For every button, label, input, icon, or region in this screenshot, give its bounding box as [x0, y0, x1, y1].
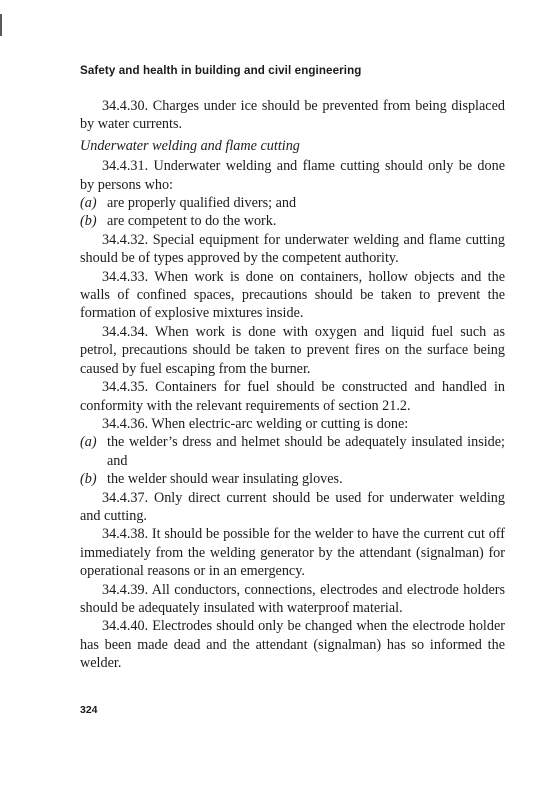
list-item-text: are properly qualified divers; and	[107, 195, 297, 212]
scan-edge-mark	[0, 14, 2, 36]
clause-paragraph: 34.4.30. Charges under ice should be prevented from being displaced by water currents.	[80, 98, 505, 133]
body-text	[80, 97, 505, 673]
clause-paragraph: 34.4.38. It should be possible for the welder to have the current cut off immediately from the welding generator by the attendant (signalman) for operational reasons or in an emergency.	[80, 526, 505, 580]
list-marker: (b)	[80, 213, 97, 230]
page-number: 324	[80, 704, 98, 716]
clause-paragraph: 34.4.36. When electric-arc welding or cutting is done:	[102, 415, 409, 432]
clause-paragraph: 34.4.39. All conductors, connections, electrodes and electrode holders should be adequately insulated with waterproof material.	[80, 581, 505, 616]
list-marker: (b)	[80, 471, 97, 488]
clause-paragraph: 34.4.37. Only direct current should be used for underwater welding and cutting.	[80, 489, 505, 524]
clause-paragraph: 34.4.34. When work is done with oxygen and liquid fuel such as petrol, precautions should be taken to prevent fires on the surface being caused by fuel escaping from the burner.	[80, 323, 505, 377]
list-item	[80, 433, 505, 470]
list-item	[80, 212, 505, 230]
clause-paragraph: 34.4.32. Special equipment for underwater welding and flame cutting should be of types approved by the competent authority.	[80, 231, 505, 267]
list-item	[80, 194, 505, 212]
clause-paragraph: 34.4.33. When work is done on containers, hollow objects and the walls of confined spaces, precautions should be taken to prevent the formation of explosive mixtures inside.	[80, 268, 505, 322]
list-marker: (a)	[80, 434, 97, 451]
clause-paragraph: 34.4.35. Containers for fuel should be constructed and handled in conformity with the relevant requirements of section 21.2.	[80, 379, 505, 414]
section-heading: Underwater welding and flame cutting	[80, 137, 300, 154]
list-item-text: are competent to do the work.	[107, 213, 277, 230]
list-marker: (a)	[80, 195, 97, 212]
list-item-text: the welder should wear insulating gloves.	[107, 471, 343, 488]
clause-paragraph: 34.4.31. Underwater welding and flame cutting should only be done by persons who:	[80, 158, 505, 193]
list-item	[80, 470, 505, 488]
list-item-text: the welder’s dress and helmet should be adequately insulated inside; and	[107, 434, 505, 469]
running-head: Safety and health in building and civil engineering	[80, 64, 362, 77]
clause-paragraph: 34.4.40. Electrodes should only be changed when the electrode holder has been made dead and the attendant (signalman) has so informed the welder.	[80, 618, 505, 672]
